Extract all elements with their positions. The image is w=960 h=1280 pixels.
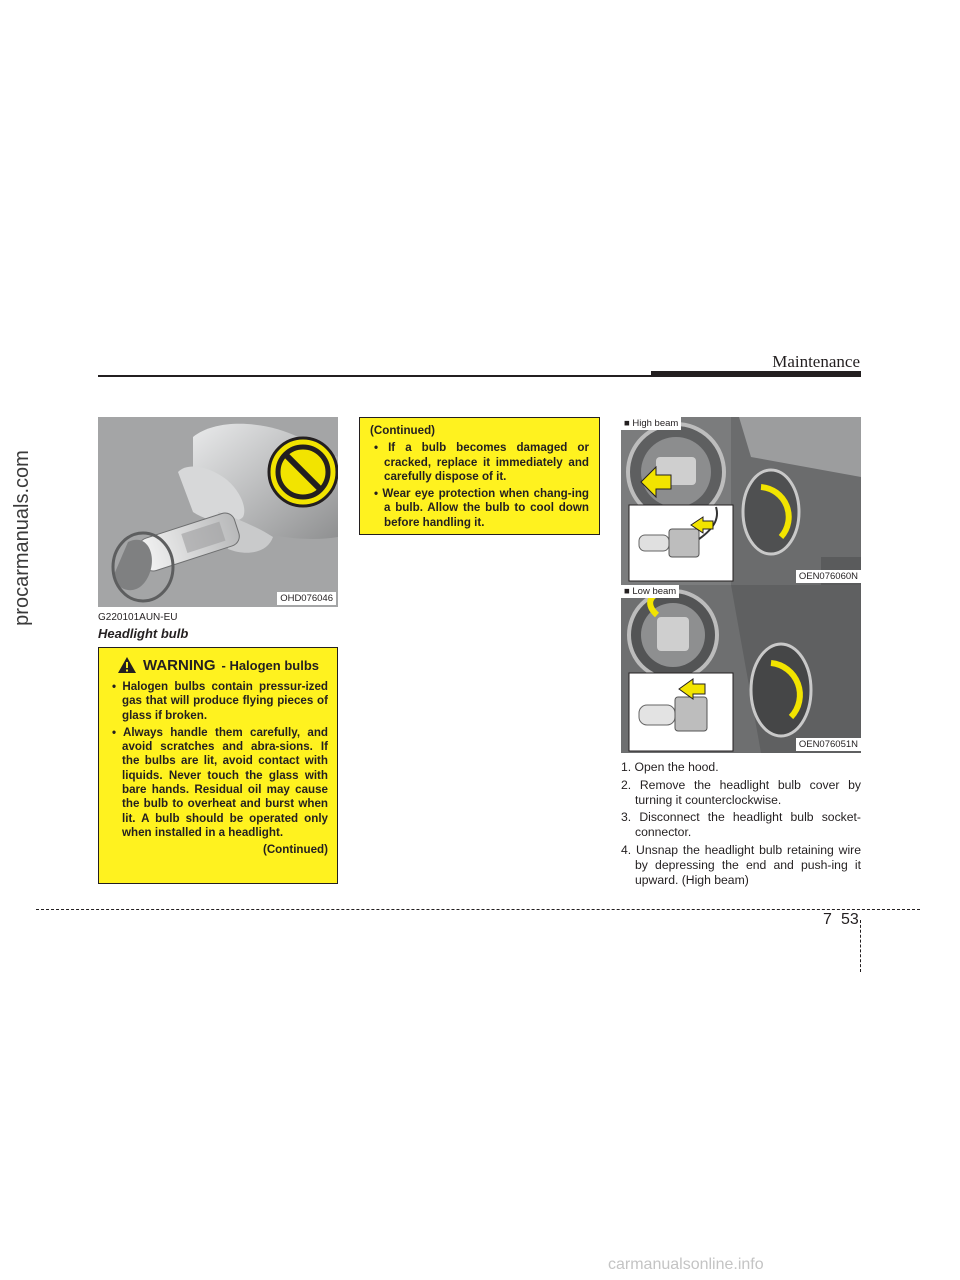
step-item: 4. Unsnap the headlight bulb retaining wire by depressing the end and push-ing it upward. (High beam) (621, 842, 861, 887)
warning-continued-label: (Continued) (370, 424, 436, 437)
warning-bullet: • Always handle them carefully, and avoid scratches and abra-sions. If the bulbs are lit, avoid contact with liquids. Never touch the glass with bare hands. Residual oil may cause the bulb to overheat and burst when lit. A bulb should be operated only when installed in a headlight. (112, 725, 328, 839)
high-beam-illustration (621, 417, 861, 585)
step-item: 3. Disconnect the headlight bulb socket-connector. (621, 810, 861, 840)
figure-code: OEN076060N (796, 570, 861, 583)
page-header-title: Maintenance (772, 352, 860, 371)
page-number: 53 (841, 911, 859, 928)
instruction-steps (621, 760, 861, 890)
hand-bulb-illustration (98, 417, 338, 607)
warning-box (98, 647, 338, 884)
bottom-watermark: carmanualsonline.info (608, 1256, 764, 1273)
side-watermark: procarmanuals.com (11, 450, 33, 626)
figure-code: OHD076046 (277, 592, 336, 605)
footer-rule (36, 909, 920, 910)
step-item: 2. Remove the headlight bulb cover by turning it counterclockwise. (621, 777, 861, 807)
footer-vertical-rule (860, 920, 861, 972)
figure-low-beam (621, 585, 861, 753)
figure-high-beam (621, 417, 861, 585)
figure-code: OEN076051N (796, 738, 861, 751)
warning-bullet: • If a bulb becomes damaged or cracked, replace it immediately and carefully dispose of it. (374, 441, 589, 483)
section-title: Headlight bulb (98, 626, 189, 641)
warning-subtitle: - Halogen bulbs (221, 657, 319, 673)
header-bar (651, 371, 861, 377)
figure-label: ■ Low beam (621, 585, 679, 598)
warning-continued: (Continued) (262, 843, 328, 857)
section-code: G220101AUN-EU (98, 612, 178, 623)
warning-heading (108, 656, 328, 674)
warning-continued-box (359, 417, 600, 535)
warning-bullet: • Wear eye protection when chang-ing a bulb. Allow the bulb to cool down before handling it. (374, 487, 589, 529)
warning-bullet: • Halogen bulbs contain pressur-ized gas that will produce flying pieces of glass if broken. (112, 680, 328, 722)
figure-hand-holding-bulb (98, 417, 338, 607)
header-rule (98, 375, 651, 377)
low-beam-illustration (621, 585, 861, 753)
figure-label: ■ High beam (621, 417, 681, 430)
step-item: 1. Open the hood. (621, 760, 719, 774)
warning-triangle-icon (117, 656, 137, 674)
chapter-number: 7 (823, 911, 832, 928)
warning-title: WARNING (143, 656, 216, 674)
